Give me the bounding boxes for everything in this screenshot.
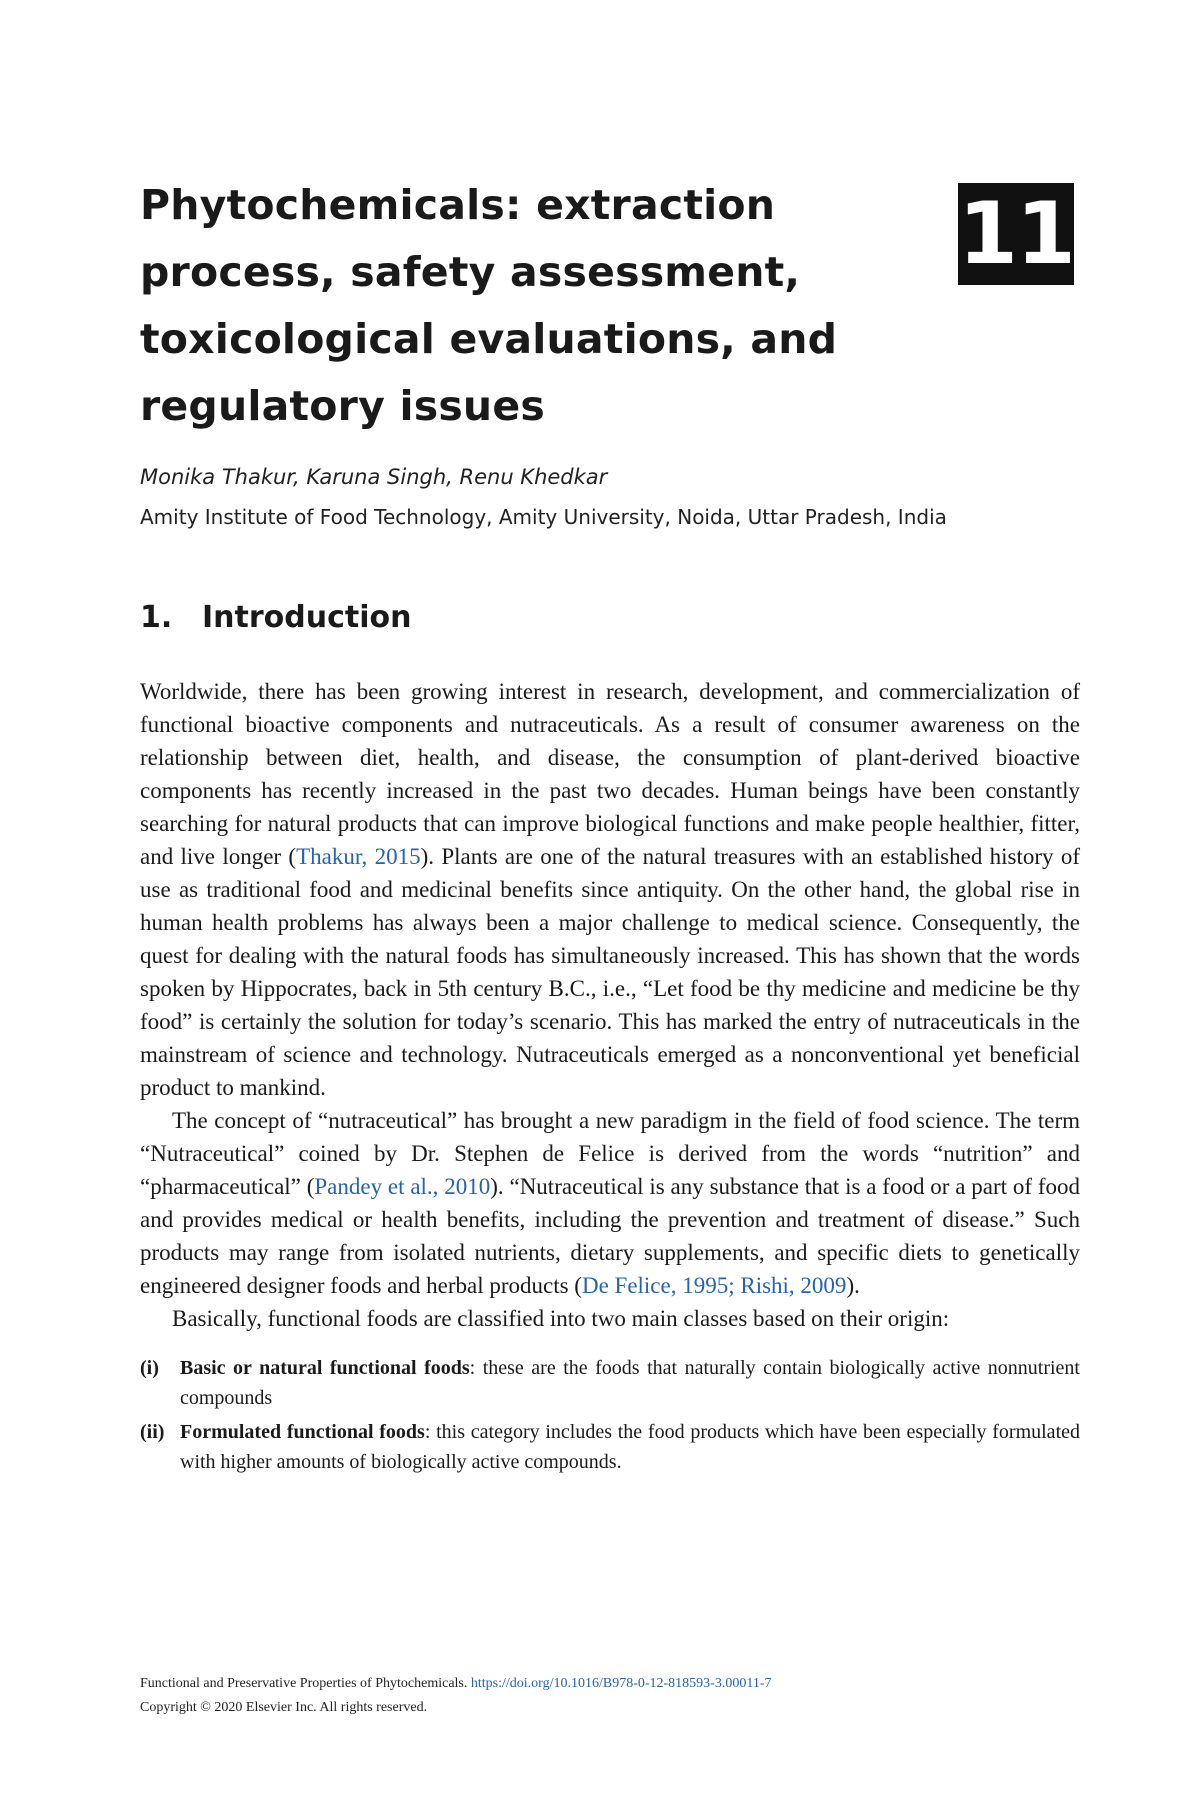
footer-book-title: Functional and Preservative Properties of Phytochemicals. xyxy=(140,1676,468,1691)
paragraph-3: Basically, functional foods are classified into two main classes based on their origin: xyxy=(172,1306,950,1331)
footer-copyright: Copyright © 2020 Elsevier Inc. All rights reserved. xyxy=(140,1700,428,1715)
citation-link[interactable]: De Felice, 1995; Rishi, 2009 xyxy=(581,1273,847,1298)
chapter-title: Phytochemicals: extraction process, safety assessment, toxicological evaluations, and regulatory issues xyxy=(140,181,838,430)
list-item-content xyxy=(180,1353,1080,1413)
paragraph-1-text-b: ). Plants are one of the natural treasures with an established history of use as traditional food and medicinal benefits since antiquity. On the other hand, the global rise in human health problems has always been a major challenge to medical science. Consequently, the quest for dealing with the natural foods has simultaneously increased. This has shown that the words spoken by Hippocrates, back in 5th century B.C., i.e., “Let food be thy medicine and medicine be thy food” is certainly the solution for today’s scenario. This has marked the entry of nutraceuticals in the mainstream of science and technology. Nutraceuticals emerged as a nonconventional yet beneficial product to mankind. xyxy=(140,844,1080,1100)
section-body xyxy=(140,675,1080,1481)
paragraph-2-text-a: The concept of “nutraceutical” has brought a new paradigm in the field of food science. The term “Nutraceutical” coined by Dr. Stephen de Felice is derived from the words “nutrition” and “pharmaceutical” ( xyxy=(140,1108,1080,1199)
functional-food-classes-list xyxy=(140,1353,1080,1477)
paragraph-2 xyxy=(140,1104,1080,1302)
list-item xyxy=(140,1353,1080,1413)
list-marker: (ii) xyxy=(140,1421,165,1443)
section-number: 1. xyxy=(140,600,173,635)
paragraph-2-text-b: ). “Nutraceutical is any substance that is a food or a part of food and provides medical or health benefits, including the prevention and treatment of disease.” Such products may range from isolated nutrients, dietary supplements, and specific diets to genetically engineered designer foods and herbal products ( xyxy=(140,1174,1081,1298)
paragraph-1-text-a: Worldwide, there has been growing interest in research, development, and commercialization of functional bioactive components and nutraceuticals. As a result of consumer awareness on the relationship between diet, health, and disease, the consumption of plant-derived bioactive components has recently increased in the past two decades. Human beings have been constantly searching for natural products that can improve biological functions and make people healthier, fitter, and live longer ( xyxy=(140,679,1080,869)
paragraph-2-text-c: ). xyxy=(846,1273,860,1298)
chapter-number-badge: 11 xyxy=(958,184,1074,284)
footer-source-line xyxy=(140,1672,771,1696)
citation-link[interactable]: Pandey et al., 2010 xyxy=(314,1174,491,1199)
list-text: : this category includes the food products which have been especially formulated with higher amounts of biologically active compounds. xyxy=(180,1421,1080,1473)
section-heading-introduction xyxy=(140,600,411,635)
list-marker: (i) xyxy=(140,1357,159,1379)
page-footer xyxy=(140,1672,771,1720)
paragraph-1 xyxy=(140,675,1080,1104)
list-term: Basic or natural functional foods xyxy=(180,1357,470,1379)
citation-link[interactable]: Thakur, 2015 xyxy=(296,844,421,869)
list-item-content xyxy=(180,1417,1080,1477)
list-text: : these are the foods that naturally contain biologically active nonnutrient compounds xyxy=(180,1357,1080,1409)
doi-link[interactable]: https://doi.org/10.1016/B978-0-12-818593-3.00011-7 xyxy=(470,1676,772,1691)
list-term: Formulated functional foods xyxy=(180,1421,425,1443)
list-item xyxy=(140,1417,1080,1477)
author-affiliation: Amity Institute of Food Technology, Amity University, Noida, Uttar Pradesh, India xyxy=(140,505,947,529)
chapter-authors: Monika Thakur, Karuna Singh, Renu Khedkar xyxy=(140,465,608,489)
section-title: Introduction xyxy=(202,600,412,635)
